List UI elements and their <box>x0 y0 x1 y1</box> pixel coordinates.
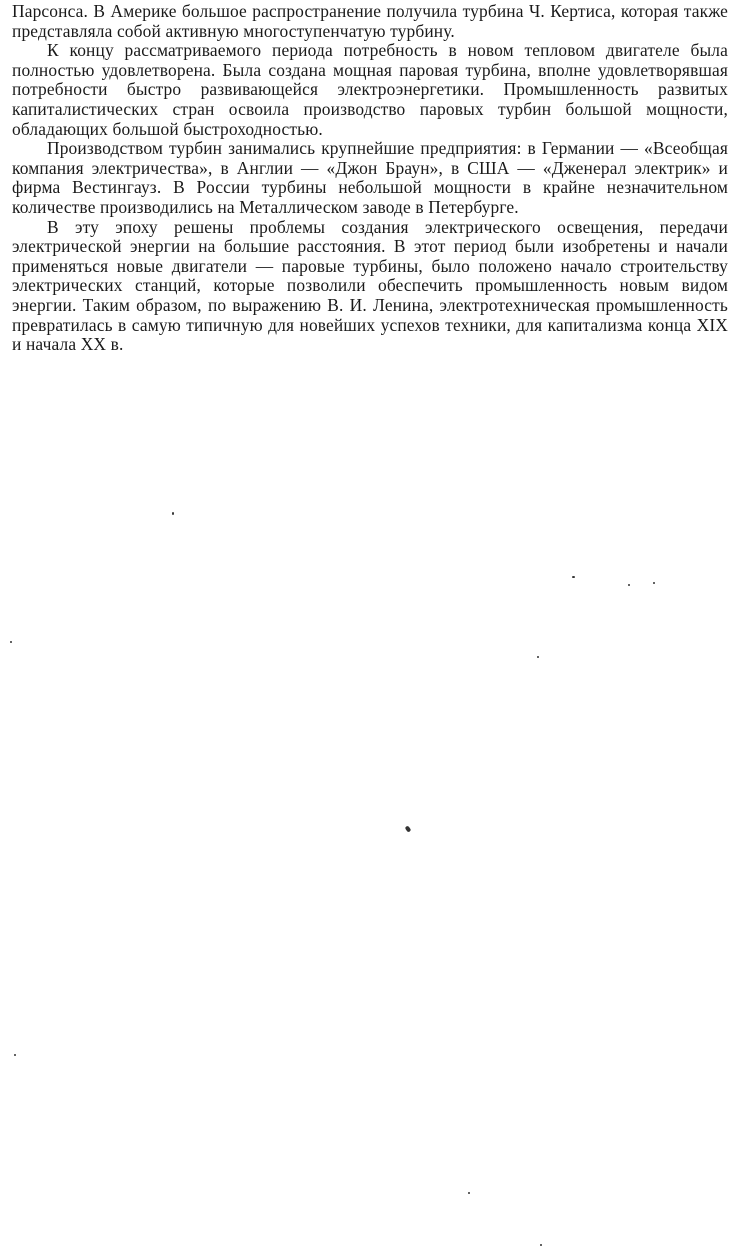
scan-speck <box>468 1192 470 1194</box>
paragraph-3: Производством турбин занимались крупнейшие предприятия: в Германии — «Всеобщая компания электричества», в Англии — «Джон Браун», в США — «Дженерал электрик» и фирма Вестингауз. В России турбины небольшой мощности в крайне незначительном количестве производились на Металлическом заводе в Петербурге. <box>12 138 728 217</box>
body-text <box>12 2 728 355</box>
scan-speck <box>540 1244 542 1246</box>
paragraph-1: Парсонса. В Америке большое распространение получила турбина Ч. Кертиса, которая также представляла собой активную многоступенчатую турбину. <box>12 1 728 41</box>
scan-speck <box>653 582 655 584</box>
scan-speck <box>537 656 539 658</box>
scan-speck <box>10 641 12 643</box>
scan-speck <box>172 512 174 515</box>
scan-speck <box>14 1054 16 1056</box>
paragraph-4: В эту эпоху решены проблемы создания электрического освещения, передачи электрической энергии на большие расстояния. В этот период были изобретены и начали применяться новые двигатели — паровые турбины, было положено начало строительству электрических станций, которые позволили обеспечить промышленность новым видом энергии. Таким образом, по выражению В. И. Ленина, электротехническая промышленность превратилась в самую типичную для новейших успехов техники, для капитализма конца XIX и начала XX в. <box>12 216 728 355</box>
scan-speck <box>405 825 412 832</box>
scan-speck <box>628 584 630 586</box>
paragraph-2: К концу рассматриваемого периода потребность в новом тепловом двигателе была полностью удовлетворена. Была создана мощная паровая турбина, вполне удовлетворявшая потребности быстро развивающейся электроэнергетики. Промышленность развитых капиталистических стран освоила производство паровых турбин большой мощности, обладающих большой быстроходностью. <box>12 40 728 139</box>
scan-speck <box>572 576 575 578</box>
